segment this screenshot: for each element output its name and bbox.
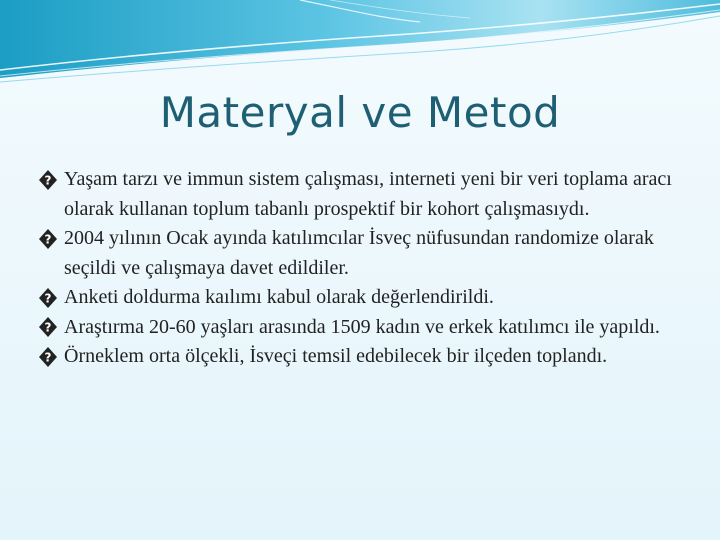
bullet-text: Araştırma 20-60 yaşları arasında 1509 kadın ve erkek katılımcı ile yapıldı. [64,315,660,338]
bullet-item [38,165,688,224]
svg-text:?: ? [44,320,52,335]
replacement-character-icon [38,283,64,313]
svg-text:?: ? [44,350,52,365]
bullet-item [38,224,688,283]
bullet-text: 2004 yılının Ocak ayında katılımcılar İsveç nüfusundan randomize olarak seçildi ve çalışmaya davet edildiler. [64,227,654,279]
svg-text:?: ? [44,173,52,188]
bullet-text: Örneklem orta ölçekli, İsveçi temsil edebilecek bir ilçeden toplandı. [64,345,608,367]
replacement-character-icon [38,342,64,372]
replacement-character-icon [38,313,64,343]
replacement-character-icon [38,165,64,195]
slide-title: Materyal ve Metod [159,88,561,137]
bullet-text: Anketi doldurma kaılımı kabul olarak değerlendirildi. [64,286,494,308]
bullet-item [38,313,688,343]
bullet-item [38,342,688,372]
replacement-character-icon [38,224,64,254]
bullet-list [38,165,688,372]
bullet-item [38,283,688,313]
bullet-text: Yaşam tarzı ve immun sistem çalışması, interneti yeni bir veri toplama aracı olarak kullanan toplum tabanlı prospektif bir kohort çalışmasıydı. [64,168,672,220]
wave-header-decoration [0,0,720,90]
svg-text:?: ? [44,232,52,247]
svg-text:?: ? [44,291,52,306]
